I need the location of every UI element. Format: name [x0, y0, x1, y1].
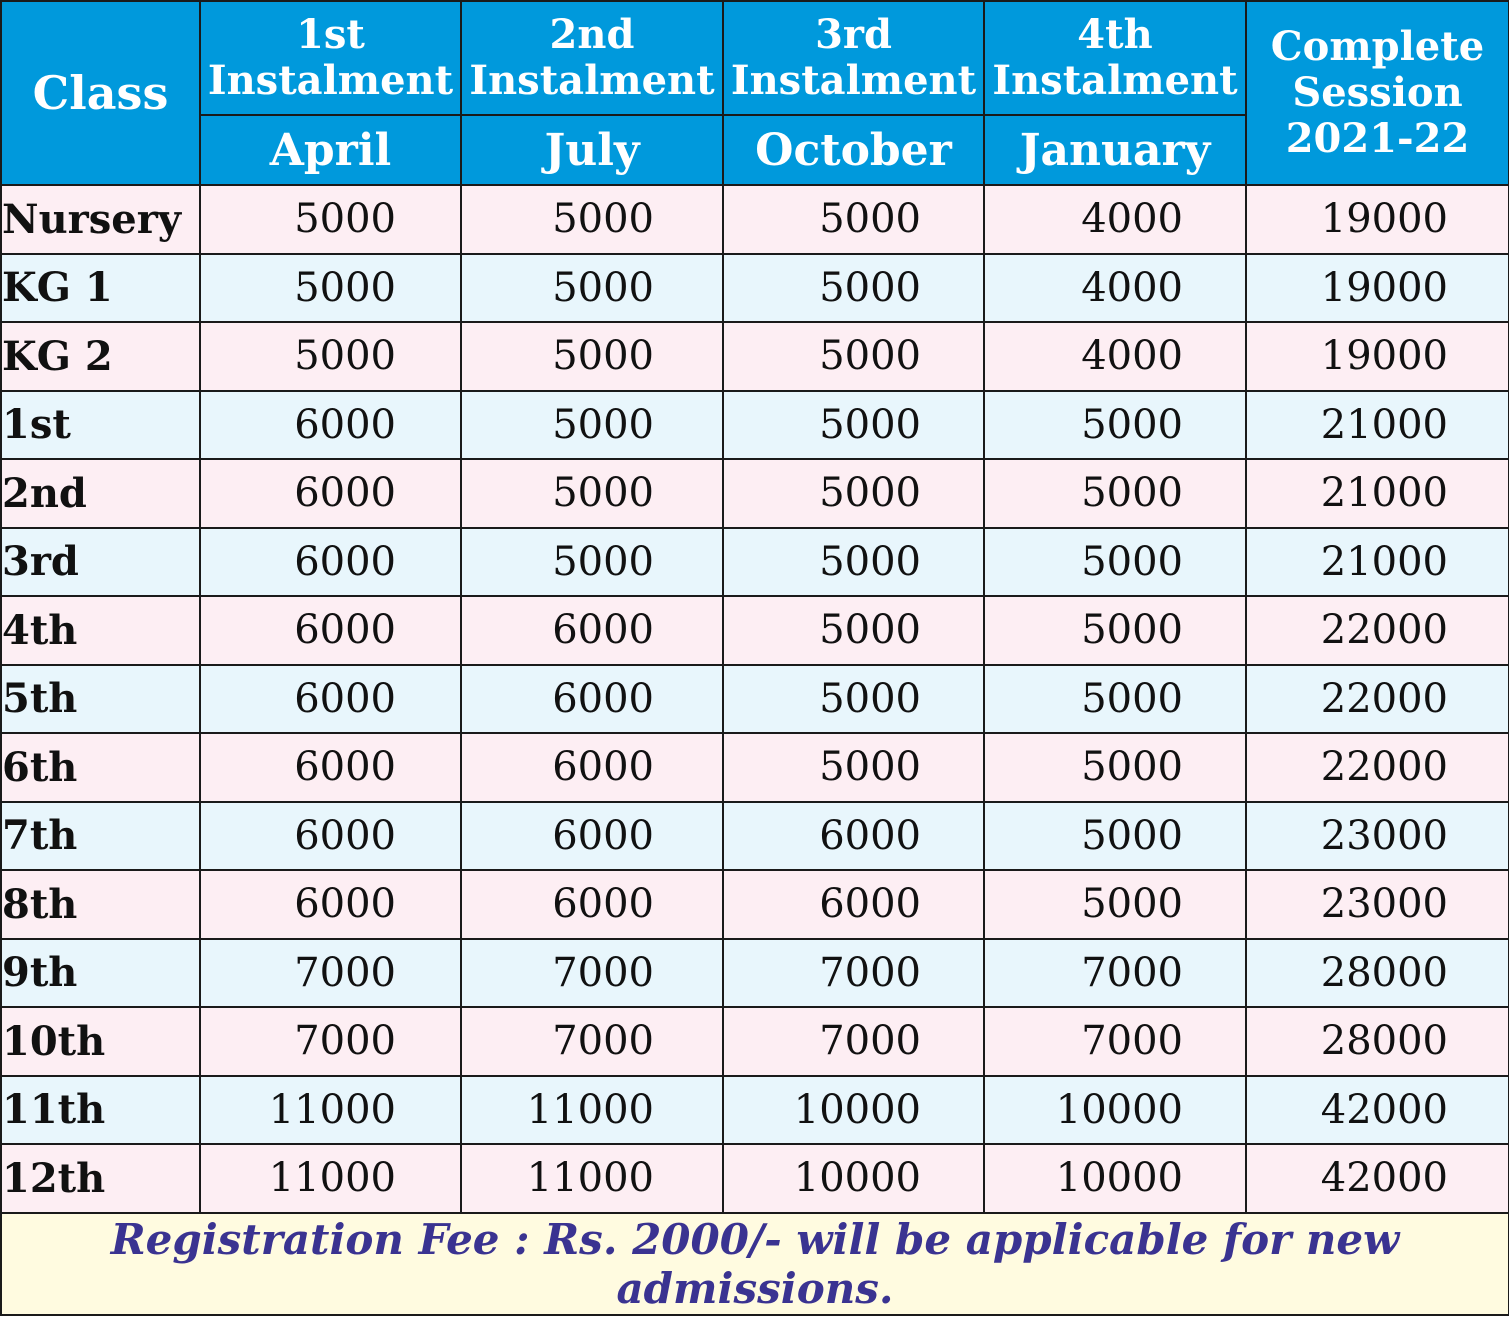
fee-cell-july: 5000 — [461, 528, 723, 597]
header-instalment-1-ordinal: 1st — [296, 11, 365, 58]
fee-cell-april: 6000 — [200, 391, 461, 460]
fee-cell-october: 5000 — [723, 391, 984, 460]
fee-cell-total: 23000 — [1246, 870, 1509, 939]
fee-cell-april: 6000 — [200, 528, 461, 597]
table-row — [1, 1007, 1509, 1076]
fee-cell-total: 21000 — [1246, 391, 1509, 460]
class-cell: 12th — [1, 1144, 200, 1213]
fee-cell-october: 5000 — [723, 254, 984, 323]
fee-cell-january: 5000 — [984, 665, 1246, 734]
fee-cell-july: 6000 — [461, 802, 723, 871]
fee-cell-october: 5000 — [723, 528, 984, 597]
fee-cell-october: 10000 — [723, 1076, 984, 1145]
fee-cell-april: 7000 — [200, 939, 461, 1008]
fee-cell-april: 6000 — [200, 733, 461, 802]
fee-cell-july: 11000 — [461, 1144, 723, 1213]
fee-cell-july: 5000 — [461, 185, 723, 254]
table-row — [1, 1144, 1509, 1213]
fee-cell-total: 22000 — [1246, 733, 1509, 802]
fee-cell-total: 19000 — [1246, 185, 1509, 254]
table-row — [1, 322, 1509, 391]
fee-cell-total: 22000 — [1246, 665, 1509, 734]
table-row — [1, 459, 1509, 528]
fee-cell-april: 5000 — [200, 322, 461, 391]
class-cell: Nursery — [1, 185, 200, 254]
table-row — [1, 665, 1509, 734]
header-instalment-4-ordinal: 4th — [1077, 11, 1153, 58]
header-instalment-1 — [200, 1, 461, 115]
class-cell: KG 2 — [1, 322, 200, 391]
table-row — [1, 733, 1509, 802]
table-row — [1, 870, 1509, 939]
fee-cell-october: 6000 — [723, 802, 984, 871]
header-month-january: January — [984, 115, 1246, 185]
fee-cell-january: 10000 — [984, 1076, 1246, 1145]
fee-cell-july: 6000 — [461, 596, 723, 665]
fee-cell-october: 5000 — [723, 459, 984, 528]
fee-cell-april: 6000 — [200, 870, 461, 939]
class-cell: 5th — [1, 665, 200, 734]
fee-cell-april: 6000 — [200, 596, 461, 665]
fee-cell-october: 5000 — [723, 185, 984, 254]
fee-cell-october: 7000 — [723, 1007, 984, 1076]
fee-cell-july: 6000 — [461, 665, 723, 734]
header-instalment-1-word: Instalment — [207, 57, 454, 104]
fee-cell-january: 5000 — [984, 733, 1246, 802]
fee-cell-april: 11000 — [200, 1076, 461, 1145]
fee-cell-january: 5000 — [984, 391, 1246, 460]
fee-cell-july: 6000 — [461, 870, 723, 939]
fee-cell-january: 10000 — [984, 1144, 1246, 1213]
header-instalment-4 — [984, 1, 1246, 115]
registration-fee-note: Registration Fee : Rs. 2000/- will be applicable for new admissions. — [1, 1213, 1509, 1315]
fee-cell-total: 22000 — [1246, 596, 1509, 665]
fee-cell-january: 5000 — [984, 596, 1246, 665]
fee-cell-january: 7000 — [984, 1007, 1246, 1076]
fee-cell-april: 7000 — [200, 1007, 461, 1076]
fee-cell-january: 7000 — [984, 939, 1246, 1008]
fee-cell-april: 6000 — [200, 802, 461, 871]
fee-cell-january: 5000 — [984, 870, 1246, 939]
table-body — [1, 185, 1509, 1315]
fee-cell-april: 11000 — [200, 1144, 461, 1213]
fee-cell-july: 6000 — [461, 733, 723, 802]
header-instalment-2-word: Instalment — [469, 57, 715, 104]
fee-cell-january: 5000 — [984, 802, 1246, 871]
fee-cell-april: 6000 — [200, 665, 461, 734]
fee-cell-total: 19000 — [1246, 254, 1509, 323]
header-complete-line1: Complete — [1270, 23, 1485, 70]
header-month-july: July — [461, 115, 723, 185]
class-cell: 7th — [1, 802, 200, 871]
header-class: Class — [1, 1, 200, 185]
table-row — [1, 528, 1509, 597]
table-row — [1, 802, 1509, 871]
fee-cell-april: 5000 — [200, 185, 461, 254]
header-complete-session — [1246, 1, 1509, 185]
fee-cell-total: 42000 — [1246, 1144, 1509, 1213]
fee-cell-april: 5000 — [200, 254, 461, 323]
fee-cell-april: 6000 — [200, 459, 461, 528]
header-complete-line3: 2021-22 — [1285, 115, 1470, 162]
table-row — [1, 596, 1509, 665]
fee-cell-total: 42000 — [1246, 1076, 1509, 1145]
class-cell: 11th — [1, 1076, 200, 1145]
header-instalment-4-word: Instalment — [992, 57, 1238, 104]
class-cell: KG 1 — [1, 254, 200, 323]
table-row — [1, 1076, 1509, 1145]
fee-cell-total: 19000 — [1246, 322, 1509, 391]
header-complete-line2: Session — [1292, 69, 1463, 116]
fee-cell-october: 10000 — [723, 1144, 984, 1213]
table-row — [1, 391, 1509, 460]
class-cell: 4th — [1, 596, 200, 665]
fee-cell-total: 21000 — [1246, 528, 1509, 597]
fee-cell-october: 5000 — [723, 665, 984, 734]
fee-cell-total: 21000 — [1246, 459, 1509, 528]
fee-cell-total: 23000 — [1246, 802, 1509, 871]
fee-cell-january: 5000 — [984, 459, 1246, 528]
fee-cell-july: 7000 — [461, 939, 723, 1008]
table-row — [1, 185, 1509, 254]
header-instalment-3 — [723, 1, 984, 115]
table-header — [1, 1, 1509, 185]
fee-cell-january: 5000 — [984, 528, 1246, 597]
fee-cell-total: 28000 — [1246, 939, 1509, 1008]
fee-cell-july: 5000 — [461, 254, 723, 323]
fee-cell-july: 11000 — [461, 1076, 723, 1145]
header-instalment-2 — [461, 1, 723, 115]
table-row — [1, 254, 1509, 323]
fee-cell-october: 5000 — [723, 733, 984, 802]
fee-cell-october: 5000 — [723, 322, 984, 391]
header-instalment-2-ordinal: 2nd — [549, 11, 635, 58]
class-cell: 9th — [1, 939, 200, 1008]
fee-cell-july: 5000 — [461, 459, 723, 528]
fee-cell-october: 6000 — [723, 870, 984, 939]
header-instalment-3-word: Instalment — [730, 57, 977, 104]
class-cell: 8th — [1, 870, 200, 939]
footer-row — [1, 1213, 1509, 1315]
class-cell: 6th — [1, 733, 200, 802]
fee-cell-october: 5000 — [723, 596, 984, 665]
class-cell: 10th — [1, 1007, 200, 1076]
header-instalment-3-ordinal: 3rd — [815, 11, 892, 58]
header-month-october: October — [723, 115, 984, 185]
fee-cell-july: 7000 — [461, 1007, 723, 1076]
fee-cell-total: 28000 — [1246, 1007, 1509, 1076]
table-row — [1, 939, 1509, 1008]
class-cell: 1st — [1, 391, 200, 460]
fee-cell-july: 5000 — [461, 322, 723, 391]
fee-cell-january: 4000 — [984, 322, 1246, 391]
class-cell: 3rd — [1, 528, 200, 597]
fee-cell-january: 4000 — [984, 254, 1246, 323]
header-month-april: April — [200, 115, 461, 185]
fee-cell-october: 7000 — [723, 939, 984, 1008]
fee-cell-january: 4000 — [984, 185, 1246, 254]
class-cell: 2nd — [1, 459, 200, 528]
fee-cell-july: 5000 — [461, 391, 723, 460]
